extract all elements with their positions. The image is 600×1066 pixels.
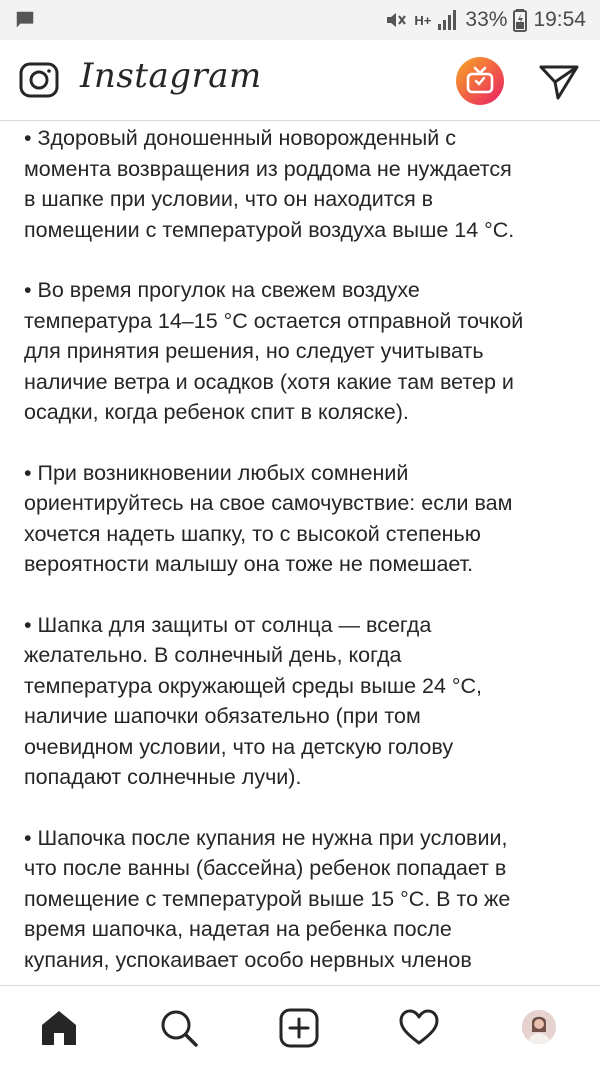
direct-message-icon[interactable]: [538, 60, 580, 102]
igtv-icon[interactable]: [455, 56, 505, 106]
search-icon[interactable]: [159, 1008, 199, 1048]
battery-percent: 33%: [465, 8, 508, 31]
clock: 19:54: [533, 8, 586, 31]
camera-icon[interactable]: [18, 58, 60, 100]
message-icon: [14, 9, 36, 31]
caption-paragraph: • Здоровый доношенный новорожденный с момента возвращения из роддома не нуждается в шапке при условии, что он находится в помещении с температурой воздуха выше 14 °С.: [24, 126, 515, 242]
instagram-logo: Instagram: [80, 56, 262, 96]
network-label: H+: [414, 12, 432, 28]
caption-paragraph: • Шапка для защиты от солнца — всегда желательно. В солнечный день, когда температура окружающей среды выше 24 °С, наличие шапочки обязательно (при том очевидном условии, что на детскую голову попадают солнечные лучи).: [24, 612, 482, 789]
status-bar: [0, 0, 600, 40]
mute-icon: [384, 8, 408, 32]
home-icon[interactable]: [39, 1008, 79, 1048]
activity-heart-icon[interactable]: [399, 1008, 439, 1048]
status-icons: [384, 0, 586, 40]
battery-icon: [513, 8, 527, 32]
post-caption: [24, 123, 584, 985]
bottom-navigation: [0, 985, 600, 1066]
avatar-image: [522, 1010, 556, 1044]
caption-paragraph: • Во время прогулок на свежем воздухе температура 14–15 °С остается отправной точкой для принятия решения, но следует учитывать наличие ветра и осадков (хотя какие там ветер и осадки, когда ребенок спит в коляске).: [24, 278, 524, 424]
profile-avatar[interactable]: [522, 1010, 556, 1044]
app-header: [0, 40, 600, 121]
add-post-icon[interactable]: [279, 1008, 319, 1048]
post-content[interactable]: [0, 121, 600, 985]
caption-paragraph: • При возникновении любых сомнений ориентируйтесь на свое самочувствие: если вам хочется надеть шапку, то с высокой степенью вероятности малышу она тоже не помешает.: [24, 460, 513, 576]
signal-icon: [437, 9, 459, 31]
caption-paragraph: • Шапочка после купания не нужна при условии, что после ванны (бассейна) ребенок попадает в помещение с температурой выше 15 °С. В то же время шапочка, надетая на ребенка после купания, успокаивает особо нервных членов: [24, 825, 511, 972]
